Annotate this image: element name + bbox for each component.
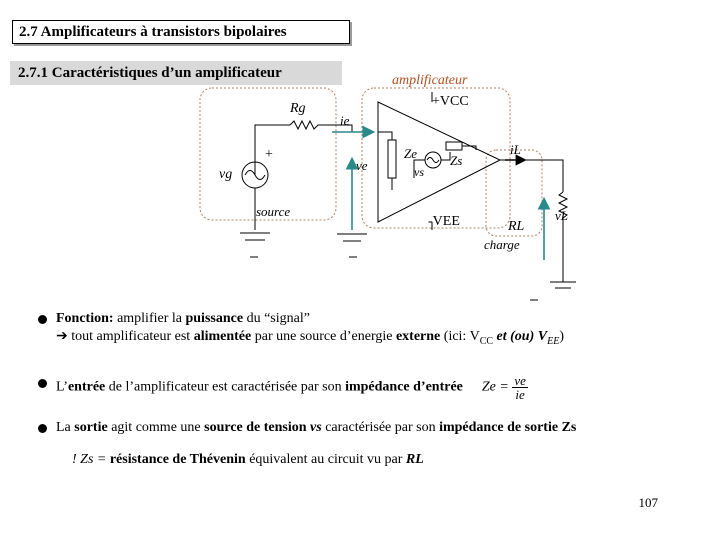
bullet-dot (38, 379, 47, 388)
ze-resistor (388, 140, 396, 178)
vcc-label: +VCC (432, 94, 469, 109)
arrow-right-icon: ➔ (56, 329, 68, 344)
bullet-function: Fonction: amplifier la puissance du “signal” (56, 311, 310, 326)
plus-sign: + (265, 147, 273, 162)
amplifier-box (362, 88, 510, 228)
rl-label: RL (508, 219, 525, 234)
source-label: source (256, 204, 291, 219)
vg-label: vg (219, 167, 233, 182)
ground-input-icon (337, 234, 367, 241)
bullet-dot (38, 315, 47, 324)
ze-formula-fraction: $\frac{ve}{ie}$ (514, 373, 526, 402)
zs-label: Zs (450, 153, 463, 168)
ve-label: ve (356, 158, 368, 173)
ze-formula-lhs: Ze = (481, 379, 509, 395)
charge-label: charge (484, 237, 520, 252)
bullet-input: L’entrée de l’amplificateur est caractérisée par son impédance d’entrée Ze = $\frac{ve}{ie}$ (56, 373, 526, 402)
amplifier-label: amplificateur (392, 73, 468, 88)
rg-label: Rg (290, 101, 306, 116)
vee-label: -VEE (428, 214, 460, 229)
il-label: iL (510, 142, 521, 157)
ground-load-icon (550, 282, 576, 288)
bullet-output: La sortie agit comme une source de tension vs caractérisée par son impédance de sortie Zs (56, 420, 577, 435)
bullet-dot (38, 424, 47, 433)
note-thevenin: ! Zs = résistance de Thévenin équivalent au circuit vu par RL (72, 452, 424, 467)
page-number: 107 (638, 495, 658, 510)
bullet-function-detail: ➔ tout amplificateur est alimentée par une source d’energie externe (ici: $V_{CC}$ et (ou) $V_{EE}$) (56, 329, 564, 347)
ie-label: ie (340, 113, 350, 128)
section-title: 2.7 Amplificateurs à transistors bipolaires (12, 20, 350, 44)
vl-label: vL (555, 208, 568, 223)
zs-resistor (446, 142, 462, 150)
ground-source-icon (240, 233, 270, 240)
vs-label: vs (414, 165, 424, 179)
ze-label: Ze (404, 146, 417, 161)
subsection-title: 2.7.1 Caractéristiques d’un amplificateur (10, 61, 342, 85)
